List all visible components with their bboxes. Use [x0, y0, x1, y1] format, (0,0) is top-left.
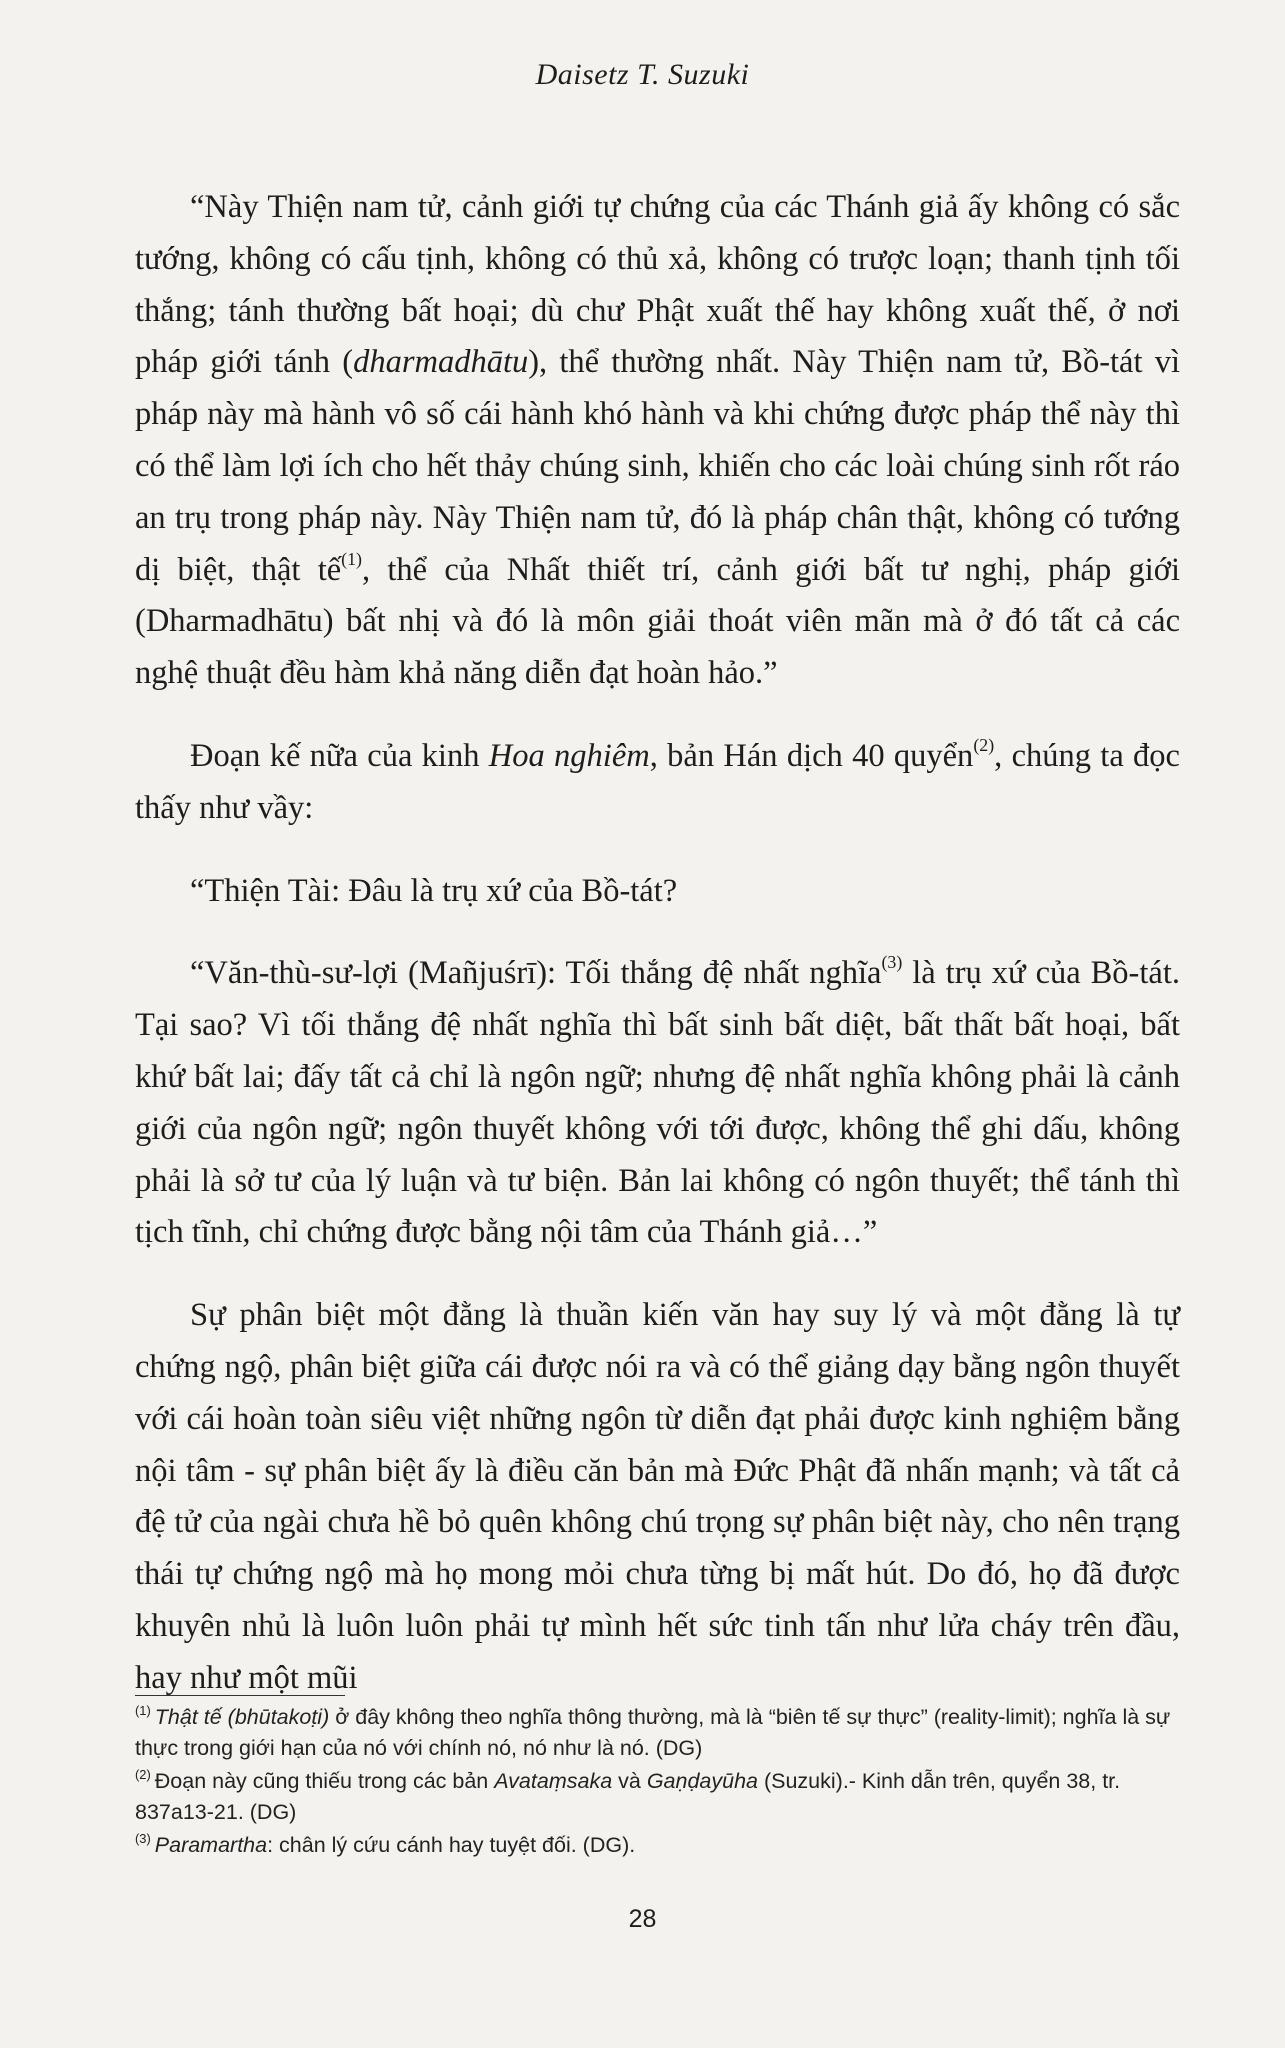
footnote-3 — [135, 1830, 1180, 1861]
footnote-ref-2: (2) — [973, 734, 995, 755]
paragraph-3: “Thiện Tài: Đâu là trụ xứ của Bồ-tát? — [190, 872, 678, 909]
footnote-1-text: ở đây không theo nghĩa thông thường, mà là “biên tế sự thực” (reality-limit); nghĩa là sự thực trong giới hạn của nó với chính nó, nó như là nó. (DG) — [135, 1705, 1171, 1760]
paragraph-4-text-c: là trụ xứ của Bồ-tát. Tại sao? Vì tối thắng đệ nhất nghĩa thì bất sinh bất diệt, bất thất bất hoại, bất khứ bất lai; đấy tất cả chỉ là ngôn ngữ; nhưng đệ nhất nghĩa không phải là cảnh giới của ngôn ngữ; ngôn thuyết không với tới được, không thể ghi dấu, không phải là sở tư của lý luận và tư biện. Bản lai không có ngôn thuyết; thể tánh thì tịch tĩnh, chỉ chứng được bằng nội tâm của Thánh giả…” — [135, 955, 1180, 1251]
footnote-1-term: Thật tế (bhūtakoṭi) — [154, 1705, 330, 1729]
paragraph-1 — [135, 182, 1180, 700]
footnote-1-mark: (1) — [135, 1702, 151, 1718]
footnote-2-text-c: và — [612, 1769, 647, 1793]
paragraph-2-text-a: Đoạn kế nữa của kinh — [190, 737, 489, 774]
running-header: Daisetz T. Suzuki — [535, 58, 750, 91]
title-hoa-nghiem: Hoa nghiêm — [488, 737, 650, 774]
paragraph-2 — [135, 731, 1180, 835]
footnote-3-term: Paramartha — [154, 1833, 268, 1857]
footnote-2-title-b: Gaṇḍayūha — [646, 1769, 758, 1793]
page-number: 28 — [628, 1905, 657, 1933]
paragraph-2-text-e: , chúng ta đọc thấy như vầy: — [135, 737, 1180, 826]
footnotes — [135, 1702, 1180, 1864]
footnote-ref-1: (1) — [341, 548, 362, 569]
footnote-divider — [135, 1695, 345, 1696]
paragraph-1-text-c: ), thể thường nhất. Này Thiện nam tử, Bồ-tát vì pháp này mà hành vô số cái hành khó hành và khi chứng được pháp thể này thì có thể làm lợi ích cho hết thảy chúng sinh, khiến cho các loài chúng sinh rốt ráo an trụ trong pháp này. Này Thiện nam tử, đó là pháp chân thật, không có tướng dị biệt, thật tế — [135, 344, 1181, 588]
paragraph-4-text-a: “Văn-thù-sư-lợi (Mañjuśrī): Tối thắng đệ nhất nghĩa — [190, 955, 882, 992]
term-dharmadhatu: dharmadhātu — [353, 344, 529, 381]
paragraph-5: Sự phân biệt một đằng là thuần kiến văn hay suy lý và một đằng là tự chứng ngộ, phân biệt giữa cái được nói ra và có thể giảng dạy bằng ngôn thuyết với cái hoàn toàn siêu việt những ngôn từ diễn đạt phải được kinh nghiệm bằng nội tâm - sự phân biệt ấy là điều căn bản mà Đức Phật đã nhấn mạnh; và tất cả đệ tử của ngài chưa hề bỏ quên không chú trọng sự phân biệt này, cho nên trạng thái tự chứng ngộ mà họ mong mỏi chưa từng bị mất hút. Do đó, họ đã được khuyên nhủ là luôn luôn phải tự mình hết sức tinh tấn như lửa cháy trên đầu, hay như một mũi — [135, 1297, 1180, 1696]
footnote-2-text-e: (Suzuki).- Kinh dẫn trên, quyển 38, tr. 837a13-21. (DG) — [135, 1769, 1121, 1824]
footnote-3-mark: (3) — [135, 1830, 151, 1846]
main-text — [135, 182, 1180, 1736]
paragraph-1-text-e: , thể của Nhất thiết trí, cảnh giới bất tư nghị, pháp giới (Dharmadhātu) bất nhị và đó là môn giải thoát viên mãn mà ở đó tất cả các nghệ thuật đều hàm khả năng diễn đạt hoàn hảo.” — [135, 551, 1180, 692]
footnote-2 — [135, 1766, 1180, 1827]
paragraph-4 — [135, 948, 1180, 1259]
footnote-2-text-a: Đoạn này cũng thiếu trong các bản — [154, 1769, 495, 1793]
footnote-ref-3: (3) — [881, 952, 903, 973]
paragraph-1-text-a: “Này Thiện nam tử, cảnh giới tự chứng của các Thánh giả ấy không có sắc tướng, không có cấu tịnh, không có thủ xả, không có trược loạn; thanh tịnh tối thắng; tánh thường bất hoại; dù chư Phật xuất thế hay không xuất thế, ở nơi pháp giới tánh ( — [135, 189, 1180, 381]
footnote-3-text: : chân lý cứu cánh hay tuyệt đối. (DG). — [267, 1833, 636, 1857]
paragraph-2-text-c: , bản Hán dịch 40 quyển — [649, 737, 974, 774]
footnote-2-title-a: Avataṃsaka — [494, 1769, 613, 1793]
footnote-1 — [135, 1702, 1180, 1763]
footnote-2-mark: (2) — [135, 1766, 151, 1782]
